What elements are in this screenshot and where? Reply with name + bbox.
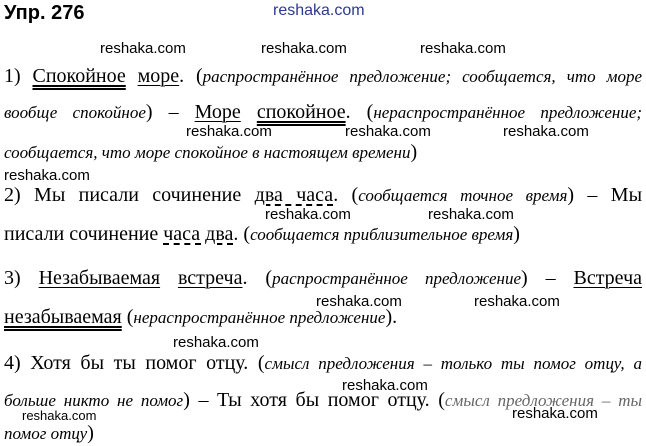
sentence-text: ) – Ты хотя бы помог отцу. xyxy=(183,389,430,411)
sentence-3-line-1: 3) Незабываемая встреча. (распространённое предложение) – Встреча xyxy=(4,267,642,289)
sentence-text: ) – Мы xyxy=(567,184,643,206)
watermark: reshaka.com xyxy=(265,206,351,223)
punct: . xyxy=(333,184,339,206)
sentence-text: писали сочинение xyxy=(4,223,159,245)
watermark: reshaka.com xyxy=(22,408,97,423)
subject-word: Встреча xyxy=(573,267,642,289)
watermark: reshaka.com xyxy=(420,40,506,57)
comment: смысл предложения – только ты помог отцу, а xyxy=(264,354,643,373)
comment: распространённое предложение xyxy=(272,269,522,288)
watermark-top: reshaka.com xyxy=(273,2,365,19)
comment: нераспространённое предложение xyxy=(133,308,386,327)
comment: нераспространённое предложение; xyxy=(373,103,643,122)
predicate-word: незабываемая xyxy=(4,306,122,328)
comment: вообще спокойное xyxy=(4,103,146,122)
watermark: reshaka.com xyxy=(342,377,428,394)
punct: ( xyxy=(195,65,203,87)
item-number: 1) xyxy=(4,65,21,87)
exercise-title: Упр. 276 xyxy=(4,2,85,24)
subject-word: Море xyxy=(194,101,241,123)
punct: ( xyxy=(366,101,374,123)
attribute-word: Незабываемая xyxy=(38,267,161,289)
sentence-2-line-2: писали сочинение часа два. (сообщается приблизительное время) xyxy=(4,223,520,245)
comment: помог отцу xyxy=(4,424,88,443)
watermark: reshaka.com xyxy=(428,206,514,223)
sentence-text: Мы писали сочинение xyxy=(34,184,242,206)
sentence-4-line-2: больше никто не помог) – Ты хотя бы помог отцу. (смысл предложения – ты xyxy=(4,389,642,411)
item-number: 4) xyxy=(4,352,21,374)
watermark: reshaka.com xyxy=(100,40,186,57)
comment: смысл предложения – ты xyxy=(444,391,642,410)
watermark: reshaka.com xyxy=(345,123,431,140)
punct: ) – xyxy=(145,101,179,123)
comment: больше никто не помог xyxy=(4,391,184,410)
watermark: reshaka.com xyxy=(186,123,272,140)
adverbial-words: два часа xyxy=(254,184,334,206)
adverbial-words: часа два xyxy=(163,223,234,245)
watermark: reshaka.com xyxy=(261,40,347,57)
watermark: reshaka.com xyxy=(173,334,259,351)
watermark: reshaka.com xyxy=(512,405,598,422)
sentence-3-line-2: незабываемая (нераспространённое предложение). xyxy=(4,306,398,328)
sentence-4-line-3: помог отцу) xyxy=(4,422,94,444)
item-number: 3) xyxy=(4,267,21,289)
punct: ) xyxy=(410,141,418,163)
predicate-word: спокойное xyxy=(256,101,346,123)
watermark: reshaka.com xyxy=(316,293,402,310)
punct: . xyxy=(345,101,351,123)
subject-word: Спокойное xyxy=(32,65,126,87)
item-number: 2) xyxy=(4,184,21,206)
subject-word: море xyxy=(137,65,180,87)
watermark: reshaka.com xyxy=(4,167,90,184)
sentence-text: Хотя бы ты помог отцу. xyxy=(30,352,249,374)
sentence-2-line-1: 2) Мы писали сочинение два часа. (сообщается точное время) – Мы xyxy=(4,184,643,206)
sentence-4-line-1: 4) Хотя бы ты помог отцу. (смысл предложения – только ты помог отцу, а xyxy=(4,352,643,374)
subject-word: встреча xyxy=(177,267,243,289)
comment: сообщается приблизительное время xyxy=(250,225,514,244)
watermark: reshaka.com xyxy=(474,293,560,310)
sentence-1-line-2 xyxy=(4,100,642,125)
comment: распространённое предложение; сообщается, что море xyxy=(202,67,643,86)
watermark: reshaka.com xyxy=(503,123,589,140)
sentence-1-line-3 xyxy=(4,140,642,165)
comment: сообщается точное время xyxy=(358,186,568,205)
sentence-1-line-1 xyxy=(4,64,642,89)
punct: . xyxy=(179,65,185,87)
comment: сообщается, что море спокойное в настоящем времени xyxy=(4,143,411,162)
